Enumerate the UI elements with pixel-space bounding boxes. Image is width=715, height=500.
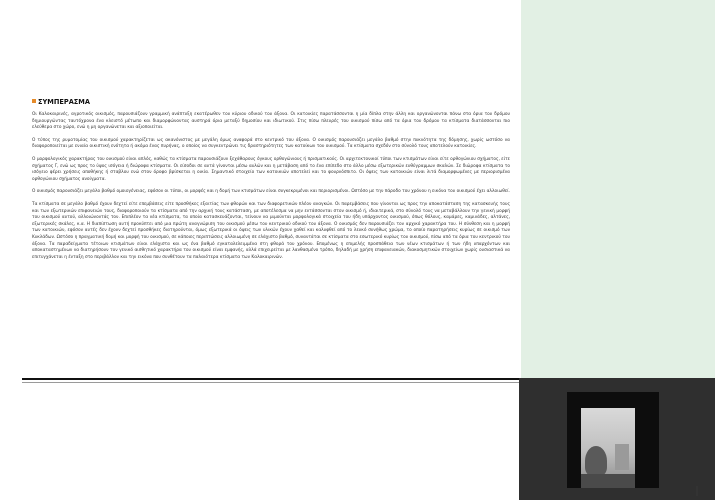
paragraph: Ο τύπος της ρυμοτομίας του οικισμού χαρακτηρίζεται ως ακανόνιστος με μεγάλη όμως αναφορά στο κεντρικό του άξονα. Ο οικισμός παρουσιάζει μεγάλο βαθμό στην πυκνότητα της δόμησης, χωρίς ωστόσο να διαφοροποιείται με ενιαία οικιστική ενότητα ή ακόμα ένας πυρήνας, ο οποίος να συγκεντρώνει τις δραστηριότητες των κατοίκων του οικισμού. Τα κτίσματα σχεδόν στο σύνολό τους αποτελούν κατοικίες. bbox=[32, 137, 510, 150]
paragraph: Ο οικισμός παρουσιάζει μεγάλο βαθμό ομοιογένειας, εφόσον οι τύποι, οι μορφές και η δομή των κτισμάτων είναι συγκεκριμένοι και περιορισμένοι. Ωστόσο με την πάροδο του χρόνου η εικόνα του οικισμού έχει αλλοιωθεί. bbox=[32, 189, 510, 195]
tree-shape bbox=[585, 446, 607, 476]
paragraph: Οι Καλοκαιρινές, αγροτικός οικισμός, παρουσιάζουν γραμμική ανάπτυξη εκατέρωθεν του κύριου οδικού του άξονα. Οι κατοικίες παρατάσσονται η μία δίπλα στην άλλη και οργανώνονται πάνω στα όρια του δρόμου δημιουργώντας ταυτόχρονα ένα κλειστό μέτωπο και διαμορφώνοντας αυστηρά όρια μεταξύ δημοσίου και ιδιωτικού. Στις πίσω πλευρές του οικισμού πίσω από τα όρια του δρόμου τα κτίσματα διατάσσονται πιο ελεύθερα στο χώρο, ενώ η μη οργανώνεται και αξιοποιείται. bbox=[32, 112, 510, 131]
page-edge-mark bbox=[696, 486, 698, 496]
footer-rule bbox=[22, 378, 519, 380]
document-body bbox=[32, 98, 510, 267]
footer-rule-thin bbox=[22, 382, 519, 383]
paragraph: Ο μορφολογικός χαρακτήρας του οικισμού είναι απλός, καθώς τα κτίσματα παρουσιάζουν ξεχάθαρους όγκους ορθογώνιους ή πρισματικούς. Οι αρχιτεκτονικοί τύποι των κτισμάτων είναι είτε ορθογώνιου σχήματος, είτε σχήματος Γ, ενώ ως προς το ύψος ισόγεια ή διώροφα κτίσματα. Οι είσοδοι σε αυτά γίνονται μέσω αυλών και η μετάβαση από το ένα επίπεδο στο άλλο μέσω εξωτερικών ευθύγραμμων σκαλών. Σε διώροφα κτίσματα το ισόγειο φέρει χρήσεις αποθήκης ή σταβλου ενώ στον όροφο βρίσκεται η οικία. Σημαντικό στοιχείο των κατοικιών αποτελεί και το φουρνόσπιτο. Οι όψεις των κατοικιών είναι λιτά διαμορφωμένες με περιορισμένα ορθογώνιου σχήματος ανοίγματα. bbox=[32, 156, 510, 182]
ground-shape bbox=[581, 474, 635, 488]
heading-bullet-icon bbox=[32, 99, 36, 103]
building-shape bbox=[615, 444, 629, 470]
section-heading bbox=[32, 98, 510, 106]
paragraph: Τα κτίσματα σε μεγάλο βαθμό έχουν δεχτεί είτε επεμβάσεις είτε προσθήκες εξαιτίας των φθορών και των διαφορετικών πλέον αναγκών. Οι παρεμβάσεις που γίνονται ως προς την αποκατάσταση της κατασκευής τους και των εξωτερικών επιφανειών τους, διαφοροποιούν τα κτίσματα από την αρχική τους κατάσταση, με αποτέλεσμα να μην εντάσσονται στον οικισμό ή, ιδιαιτερικά, στο σύνολό τους να μεταβάλλουν την γενική μορφή του οικισμού αυτού, αλλοιώνοντάς τον. Επιπλέον τα νέα κτίσματα, τα οποία κατασκευάζονται, τείνουν να μιμούνται μορφολογικά στοιχεία του ήδη υπάρχοντος οικισμού, όπως θόλους, καμάρες, καμινάδες, αλτάνες, εξωτερικές σκάλες, κ.α. Η διαπίστωση αυτή προκύπτει από μια πρώτη αναγνώριση του οικισμού μέσω του κεντρικού οδικού του άξονα. Ο οικισμός δεν παρουσιάζει τον αρχικό χαρακτήρα του. Η σύνθεση και η μορφή των κατοικιών, εφόσον αυτές δεν έχουν δεχτεί προσθήκες διατηρούνται, όμως εξωτερικά οι όψεις των υλικών έχουν χαθεί και καλυφθεί από το λευκό συνήθως χρώμα, το οποίο παρατηρήσεις κυρίως σε οικισμό των Κυκλάδων. Ωστόσο η πραγματική δομή και μορφή του οικισμού, σε κάποιες περιπτώσεις αλλοιωμένη σε ελάχιστο βαθμό, συναντάται σε κτίσματα στο εσωτερικό κυρίως του οικισμού, πίσω από τα όρια του κεντρικού του άξονα. Τα παραδείγματα τέτοιων κτισμάτων είναι ελάχιστα και ως ένα βαθμό εγκαταλελειμμένα στη φθορά του χρόνου. Επομένως η επιμελής προσπάθεια των νέων κτισμάτων ή των ήδη υπαρχόντων και αποκαταστημένων να διατηρήσουν τον γενικό αισθητικό χαρακτήρα του οικισμού είναι εμφανής, αλλά επιχειρείται με λανθασμένο τρόπο, δηλαδή με χρήση επιφανειακών, διακοσμητικών στοιχείων χωρίς ουσιαστικά να επιτυγχάνεται η ένταξη στο περιβάλλον και την εικόνα που συνθέτουν τα παλαιότερα κτίσματα των Καλοκαιρινών. bbox=[32, 201, 510, 260]
side-color-band bbox=[521, 0, 715, 378]
section-heading-text: ΣΥΜΠΕΡΑΣΜΑ bbox=[38, 98, 90, 106]
doorway-opening bbox=[581, 408, 635, 488]
doorway-photo bbox=[567, 392, 659, 488]
